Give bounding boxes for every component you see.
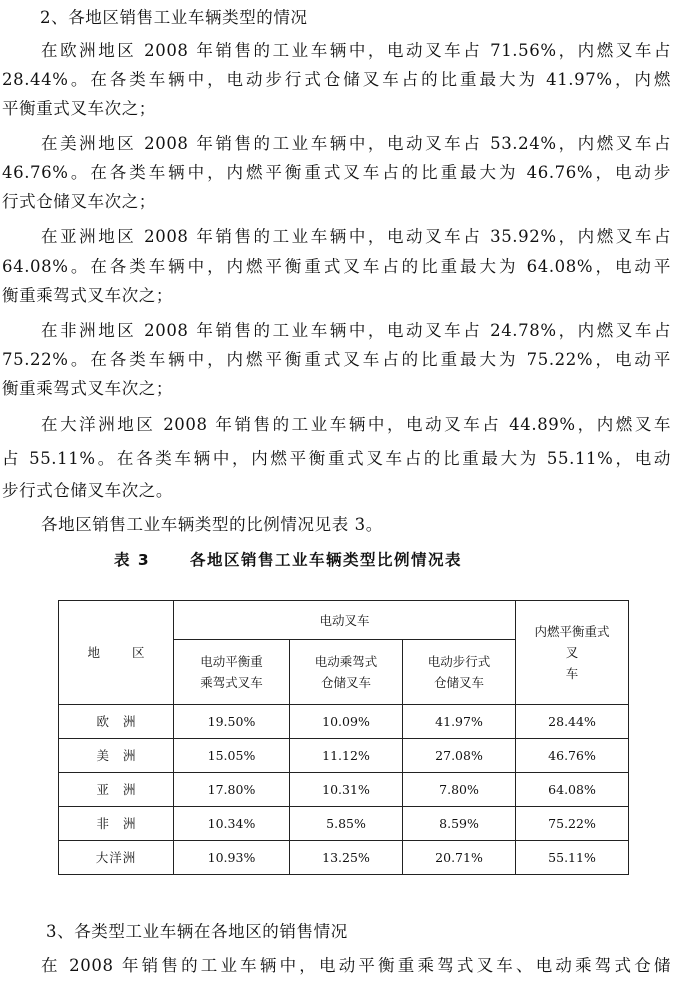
value-cell: 27.08% xyxy=(403,739,516,773)
table-number: 表 3 xyxy=(114,551,151,569)
header-line: 内燃平衡重式 xyxy=(534,624,610,639)
value-cell: 41.97% xyxy=(403,705,516,739)
header-line: 电动步行式 xyxy=(427,654,491,669)
paragraph-line-end: 步行式仓储叉车次之。 xyxy=(2,481,173,500)
paragraph-asia xyxy=(41,226,671,248)
electric-walkie-warehouse-header xyxy=(403,640,516,705)
region-vehicle-type-table xyxy=(58,600,629,875)
value-cell: 46.76% xyxy=(516,739,629,773)
value-cell: 10.93% xyxy=(174,841,290,875)
region-cell: 大洋洲 xyxy=(59,841,174,875)
table-row xyxy=(59,739,629,773)
table-title: 各地区销售工业车辆类型比例情况表 xyxy=(190,551,463,569)
paragraph-line-wrap xyxy=(2,448,671,470)
paragraph-line: 在大洋洲地区 2008 年销售的工业车辆中，电动叉车占 44.89%，内燃叉车 xyxy=(41,415,671,434)
paragraph-line-wrap xyxy=(2,162,671,184)
header-line: 仓储叉车 xyxy=(434,675,485,690)
paragraph-america xyxy=(41,133,671,155)
paragraph-line-wrap xyxy=(2,69,671,91)
value-cell: 75.22% xyxy=(516,807,629,841)
value-cell: 17.80% xyxy=(174,773,290,807)
region-cell: 美洲 xyxy=(59,739,174,773)
value-cell: 7.80% xyxy=(403,773,516,807)
value-cell: 10.09% xyxy=(290,705,403,739)
value-cell: 15.05% xyxy=(174,739,290,773)
paragraph-line: 在美洲地区 2008 年销售的工业车辆中，电动叉车占 53.24%，内燃叉车占 xyxy=(41,134,671,153)
electric-counterbalance-rider-header xyxy=(174,640,290,705)
paragraph-europe xyxy=(41,40,671,62)
header-line: 电动平衡重 xyxy=(200,654,263,669)
value-cell: 55.11% xyxy=(516,841,629,875)
region-cell: 亚洲 xyxy=(59,773,174,807)
value-cell: 20.71% xyxy=(403,841,516,875)
paragraph-line: 在亚洲地区 2008 年销售的工业车辆中，电动叉车占 35.92%，内燃叉车占 xyxy=(41,227,671,246)
paragraph-line-wrap xyxy=(2,256,671,278)
paragraph-line-wrap xyxy=(2,349,671,371)
electric-forklift-header: 电动叉车 xyxy=(174,601,516,640)
paragraph-line-end: 衡重乘驾式叉车次之； xyxy=(2,379,173,398)
region-header: 地 区 xyxy=(59,601,174,705)
paragraph-line: 28.44%。在各类车辆中，电动步行式仓储叉车占的比重最大为 41.97%，内燃 xyxy=(2,70,671,89)
paragraph-line: 在非洲地区 2008 年销售的工业车辆中，电动叉车占 24.78%，内燃叉车占 xyxy=(41,321,671,340)
paragraph-line: 在欧洲地区 2008 年销售的工业车辆中，电动叉车占 71.56%，内燃叉车占 xyxy=(41,41,671,60)
table-row xyxy=(59,807,629,841)
table-row xyxy=(59,773,629,807)
header-line: 电动乘驾式 xyxy=(314,654,378,669)
table-caption xyxy=(114,548,564,570)
header-line: 乘驾式叉车 xyxy=(200,675,263,690)
header-line: 仓储叉车 xyxy=(320,675,371,690)
paragraph-line: 占 55.11%。在各类车辆中，内燃平衡重式叉车占的比重最大为 55.11%，电动 xyxy=(2,449,671,468)
header-line: 叉 车 xyxy=(565,645,601,681)
paragraph-line: 64.08%。在各类车辆中，内燃平衡重式叉车占的比重最大为 64.08%，电动平 xyxy=(2,257,671,276)
table-reference: 各地区销售工业车辆类型的比例情况见表 3。 xyxy=(41,515,383,534)
paragraph-oceania xyxy=(41,414,671,436)
region-cell: 非洲 xyxy=(59,807,174,841)
paragraph-line-end: 平衡重式叉车次之； xyxy=(2,99,156,118)
region-cell: 欧洲 xyxy=(59,705,174,739)
value-cell: 19.50% xyxy=(174,705,290,739)
paragraph-line-end: 行式仓储叉车次之； xyxy=(2,192,156,211)
value-cell: 8.59% xyxy=(403,807,516,841)
value-cell: 10.34% xyxy=(174,807,290,841)
section-3-text xyxy=(41,955,671,977)
value-cell: 64.08% xyxy=(516,773,629,807)
table-row xyxy=(59,705,629,739)
electric-rider-warehouse-header xyxy=(290,640,403,705)
section-2-heading: 2、各地区销售工业车辆类型的情况 xyxy=(40,8,308,27)
value-cell: 13.25% xyxy=(290,841,403,875)
paragraph-line-end: 衡重乘驾式叉车次之； xyxy=(2,286,173,305)
section-3-heading: 3、各类型工业车辆在各地区的销售情况 xyxy=(46,922,348,941)
value-cell: 28.44% xyxy=(516,705,629,739)
paragraph-africa xyxy=(41,320,671,342)
value-cell: 10.31% xyxy=(290,773,403,807)
value-cell: 5.85% xyxy=(290,807,403,841)
ic-forklift-header xyxy=(516,601,629,705)
value-cell: 11.12% xyxy=(290,739,403,773)
paragraph-line: 46.76%。在各类车辆中，内燃平衡重式叉车占的比重最大为 46.76%，电动步 xyxy=(2,163,671,182)
paragraph-line: 75.22%。在各类车辆中，内燃平衡重式叉车占的比重最大为 75.22%，电动平 xyxy=(2,350,671,369)
table-row xyxy=(59,841,629,875)
paragraph-line: 在 2008 年销售的工业车辆中，电动平衡重乘驾式叉车、电动乘驾式仓储 xyxy=(41,956,671,975)
